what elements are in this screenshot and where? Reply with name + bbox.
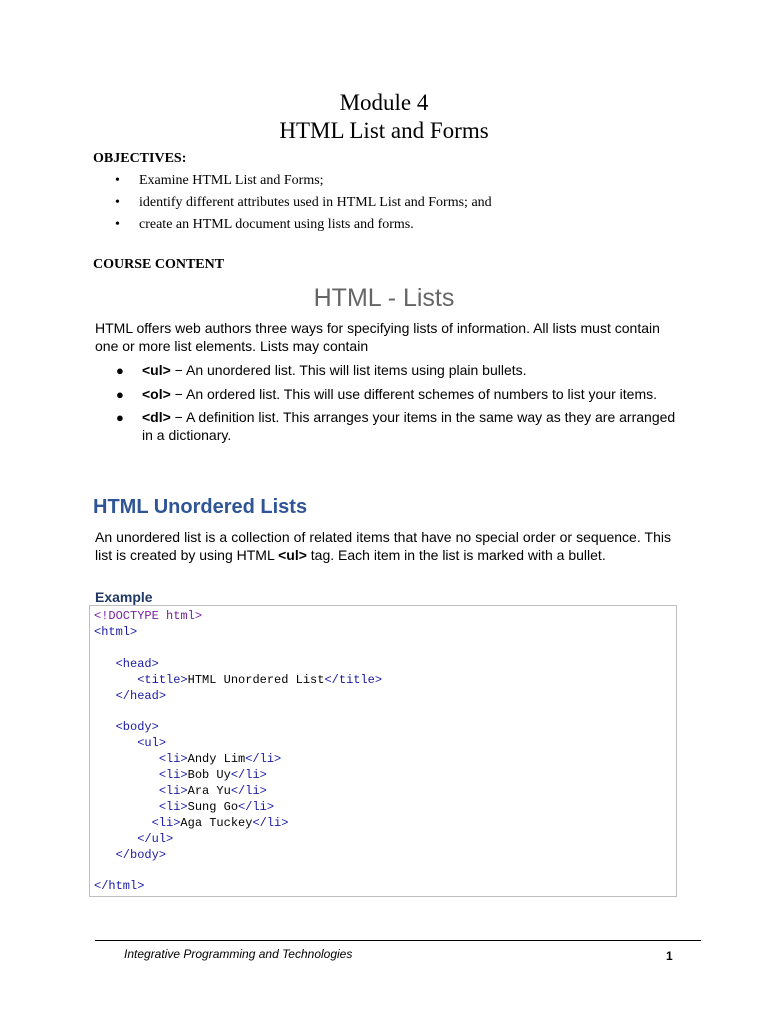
intro-paragraph: HTML offers web authors three ways for specifying lists of information. All lists must contain one or more list elements. Lists may contain — [95, 320, 660, 354]
unordered-description: An unordered list is a collection of related items that have no special order or sequence. This list is created by using HTML <ul> tag. Each item in the list is marked with a bullet. — [95, 529, 671, 563]
code-example-box — [89, 605, 677, 897]
example-label: Example — [95, 589, 153, 605]
bullet-icon: ● — [116, 410, 124, 425]
code-line: <body> — [115, 720, 159, 735]
course-content-heading: COURSE CONTENT — [93, 257, 225, 272]
unordered-lists-heading: HTML Unordered Lists — [93, 496, 308, 518]
list-item: ● <dl> − A definition list. This arranges your items in the same way as they are arranged in a dictionary. — [116, 409, 676, 443]
footer-divider — [95, 940, 701, 941]
list-item: ● <ul> − An unordered list. This will list items using plain bullets. — [116, 362, 527, 378]
bullet-icon: • — [115, 217, 120, 232]
code-line: <li>Andy Lim</li> — [158, 752, 282, 767]
list-item: • identify different attributes used in HTML List and Forms; and — [115, 195, 492, 210]
objectives-list — [113, 172, 492, 238]
code-line: <head> — [115, 656, 159, 671]
tag-name: <ol> — [142, 385, 171, 402]
code-line: <li>Sung Go</li> — [158, 799, 275, 814]
objectives-heading: OBJECTIVES: — [93, 151, 187, 166]
code-line: </body> — [115, 847, 167, 862]
code-line: </ul> — [137, 831, 174, 846]
code-line: <li>Aga Tuckey</li> — [151, 815, 289, 830]
tag-name: <ul> — [278, 546, 307, 563]
code-line: <title>HTML Unordered List</title> — [137, 672, 383, 687]
bullet-icon: • — [115, 195, 120, 210]
code-line: <li>Ara Yu</li> — [158, 783, 267, 798]
code-line: <li>Bob Uy</li> — [158, 768, 267, 783]
code-line: <!DOCTYPE html> — [94, 609, 203, 623]
bullet-icon: ● — [116, 363, 124, 378]
code-line: </html> — [94, 879, 145, 894]
bullet-icon: ● — [116, 386, 124, 402]
code-line: </head> — [115, 688, 167, 703]
list-item: • create an HTML document using lists and forms. — [115, 217, 414, 232]
tag-name: <dl> — [142, 409, 171, 425]
list-types — [116, 362, 676, 450]
footer-course-title: Integrative Programming and Technologies — [124, 947, 353, 961]
list-item: ● <ol> − An ordered list. This will use different schemes of numbers to list your items. — [116, 385, 657, 402]
code-line: <html> — [94, 624, 138, 639]
lists-heading: HTML - Lists — [313, 284, 455, 312]
module-title: Module 4 — [339, 90, 429, 115]
code-block — [94, 609, 382, 895]
code-line: <ul> — [137, 736, 167, 751]
tag-name: <ul> — [142, 362, 171, 378]
module-subtitle: HTML List and Forms — [279, 118, 489, 143]
page-number: 1 — [666, 949, 673, 963]
list-item: • Examine HTML List and Forms; — [115, 173, 324, 188]
bullet-icon: • — [115, 173, 120, 188]
